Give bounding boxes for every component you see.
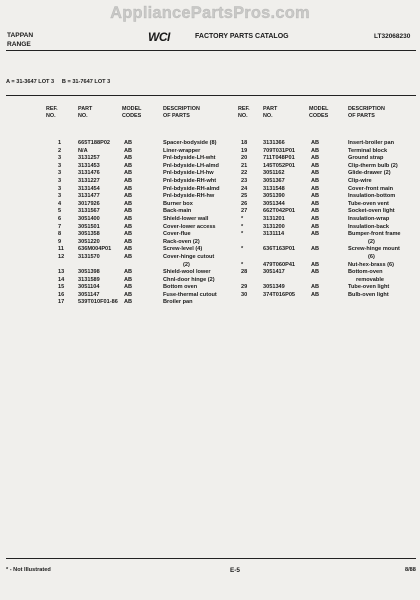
- description-cell: Bulb-oven light: [348, 291, 389, 298]
- description-cell: Pnl-bdyside-LH-wht: [163, 155, 216, 162]
- part-row: [0, 299, 230, 307]
- ref-cell: 26: [241, 200, 248, 207]
- description-cell: Clip-wire: [348, 177, 372, 184]
- wci-logo: WCI: [148, 30, 170, 44]
- model-code-cell: AB: [124, 269, 133, 276]
- model-code-cell: AB: [311, 284, 320, 291]
- model-code-cell: AB: [124, 155, 133, 162]
- ref-cell: 17: [58, 299, 65, 306]
- model-code-cell: AB: [311, 170, 320, 177]
- part-number-cell: 3131477: [78, 193, 100, 200]
- page-date: 8/88: [405, 567, 416, 573]
- ref-cell: 13: [58, 269, 65, 276]
- ref-cell: *: [241, 223, 244, 230]
- right-header-desc: DESCRIPTION OF PARTS: [348, 106, 385, 119]
- description-cell: Bottom oven: [163, 284, 198, 291]
- description-cell: Cover-front main: [348, 185, 394, 192]
- part-number-cell: 662T042P01: [263, 208, 296, 215]
- part-number-cell: 145T052P01: [263, 162, 296, 169]
- description-cell: Broiler pan: [163, 299, 193, 306]
- part-number-cell: 3051349: [263, 284, 285, 291]
- part-row: [0, 155, 420, 163]
- description-cell: Cover-lower access: [163, 223, 216, 230]
- watermark: AppliancePartsPros.com: [110, 4, 310, 22]
- part-number-cell: N/A: [78, 147, 88, 154]
- ref-cell: 6: [58, 215, 62, 222]
- model-code-cell: AB: [124, 215, 133, 222]
- part-number-cell: 3051344: [263, 200, 285, 207]
- model-code-cell: AB: [124, 147, 133, 154]
- page-number: E-5: [230, 567, 240, 574]
- part-row: [0, 148, 420, 156]
- part-row: [0, 231, 420, 246]
- ref-cell: 23: [241, 177, 248, 184]
- model-code-cell: AB: [124, 231, 133, 238]
- model-code-cell: AB: [311, 177, 320, 184]
- part-row: [0, 262, 420, 270]
- part-row: [0, 216, 420, 224]
- part-number-cell: 3131201: [263, 215, 285, 222]
- model-code-cell: AB: [124, 246, 133, 253]
- model-code-cell: AB: [124, 238, 133, 245]
- part-number-cell: 3131476: [78, 170, 100, 177]
- part-number-cell: 539T010F01-86: [78, 299, 118, 306]
- ref-cell: 16: [58, 291, 65, 298]
- part-number-cell: 3131114: [263, 231, 285, 238]
- part-number-cell: 3051390: [263, 193, 285, 200]
- part-row: [0, 140, 420, 148]
- part-number-cell: 374T016P05: [263, 291, 296, 298]
- model-code-cell: AB: [124, 177, 133, 184]
- description-cell: Shield-lower wall: [163, 215, 209, 222]
- part-number-cell: 665T188P02: [78, 140, 111, 146]
- part-number-cell: 3051501: [78, 223, 100, 230]
- model-code-cell: AB: [124, 140, 133, 146]
- description-cell: Socket-oven light: [348, 208, 395, 215]
- part-number-cell: 3131453: [78, 162, 100, 169]
- model-code-cell: AB: [311, 223, 320, 230]
- part-row: [0, 186, 420, 194]
- ref-cell: 20: [241, 155, 248, 162]
- brand-line-2: RANGE: [7, 41, 31, 48]
- part-number-cell: 3051400: [78, 215, 100, 222]
- description-cell: Tube-oven vent: [348, 200, 389, 207]
- right-parts-list: [0, 140, 420, 299]
- model-code-cell: AB: [124, 284, 133, 291]
- left-header-model: MODEL CODES: [122, 106, 142, 119]
- model-code-cell: AB: [124, 170, 133, 177]
- part-row: [0, 246, 420, 261]
- part-number-cell: 636M004P01: [78, 246, 112, 253]
- part-number-cell: 3131570: [78, 253, 100, 260]
- model-code-cell: AB: [124, 200, 133, 207]
- part-number-cell: 3051147: [78, 291, 100, 298]
- part-number-cell: 3051104: [78, 284, 100, 291]
- ref-cell: 25: [241, 193, 248, 200]
- part-number-cell: 3131548: [263, 185, 285, 192]
- model-code-cell: AB: [124, 185, 133, 192]
- ref-cell: 19: [241, 147, 248, 154]
- description-cell: Burner box: [163, 200, 193, 207]
- description-cell: Chnl-door hinge (2): [163, 276, 215, 283]
- part-row: [0, 193, 420, 201]
- ref-cell: 7: [58, 223, 62, 230]
- description-cell: Insulation-back: [348, 223, 390, 230]
- model-code-cell: AB: [124, 223, 133, 230]
- ref-cell: 8: [58, 231, 62, 238]
- ref-cell: 14: [58, 276, 65, 283]
- model-code-cell: AB: [124, 193, 133, 200]
- description-cell: Tube-oven light: [348, 284, 390, 291]
- ref-cell: 11: [58, 246, 64, 253]
- model-code-cell: AB: [311, 155, 320, 162]
- part-number-cell: 3131454: [78, 185, 100, 192]
- lots-rule: [6, 95, 416, 96]
- description-cell: Shield-wool lower: [163, 269, 211, 276]
- model-code-cell: AB: [311, 208, 320, 215]
- part-number-cell: 3051220: [78, 238, 100, 245]
- ref-cell: 27: [241, 208, 248, 215]
- ref-cell: 3: [58, 155, 62, 162]
- model-code-cell: AB: [311, 147, 320, 154]
- footer-rule: [6, 558, 416, 559]
- description-cell: Spacer-bodyside (8): [163, 140, 217, 146]
- part-number-cell: 3131257: [78, 155, 100, 162]
- part-number-cell: 3051417: [263, 269, 285, 276]
- brand-label: [7, 31, 33, 49]
- description-cell: Pnl-bdyside-LH-hw: [163, 170, 214, 177]
- catalog-title: FACTORY PARTS CATALOG: [195, 33, 289, 40]
- description-cell: Cover-flue: [163, 231, 191, 238]
- part-row: [0, 292, 420, 300]
- ref-cell: *: [241, 231, 244, 238]
- model-code-cell: AB: [311, 246, 320, 253]
- lot-codes: A = 31-3647 LOT 3 B = 31-7647 LOT 3: [6, 79, 111, 85]
- right-header-part: PART NO.: [263, 106, 278, 119]
- description-continuation: (6): [368, 253, 375, 260]
- right-header-model: MODEL CODES: [309, 106, 329, 119]
- model-code-cell: AB: [311, 291, 320, 298]
- part-row: [0, 208, 420, 216]
- part-number-cell: 3017926: [78, 200, 100, 207]
- part-row: [0, 178, 420, 186]
- model-code-cell: AB: [311, 200, 320, 207]
- part-row: [0, 224, 420, 232]
- description-cell: Glide-drawer (2): [348, 170, 391, 177]
- part-row: [0, 163, 420, 171]
- ref-cell: 2: [58, 147, 62, 154]
- part-number-cell: 636T163P01: [263, 246, 296, 253]
- model-code-cell: AB: [311, 215, 320, 222]
- ref-cell: 4: [58, 200, 62, 207]
- ref-cell: 12: [58, 253, 65, 260]
- description-cell: Terminal block: [348, 147, 388, 154]
- description-cell: Nut-hex-brass (6): [348, 261, 395, 268]
- part-row: [0, 269, 420, 284]
- description-cell: Pnl-bdyside-LH-almd: [163, 162, 219, 169]
- part-row: [0, 201, 420, 209]
- description-cell: Rack-oven (2): [163, 238, 200, 245]
- model-code-cell: AB: [124, 208, 133, 215]
- brand-line-1: TAPPAN: [7, 32, 34, 39]
- part-row: [0, 170, 420, 178]
- catalog-number: LT32068230: [374, 33, 411, 40]
- part-number-cell: 3131227: [78, 177, 100, 184]
- model-code-cell: AB: [311, 162, 320, 169]
- description-cell: Pnl-bdyside-RH-wht: [163, 177, 217, 184]
- ref-cell: 24: [241, 185, 248, 192]
- part-number-cell: 3051358: [78, 231, 100, 238]
- description-cell: Screw-level (4): [163, 246, 203, 253]
- ref-cell: 3: [58, 177, 62, 184]
- ref-cell: *: [241, 261, 244, 268]
- model-code-cell: AB: [124, 253, 133, 260]
- part-number-cell: 709T031P01: [263, 147, 296, 154]
- model-code-cell: AB: [311, 193, 320, 200]
- part-number-cell: 3131567: [78, 208, 100, 215]
- part-number-cell: 3051162: [263, 170, 285, 177]
- description-cell: Liner-wrapper: [163, 147, 201, 154]
- header-rule: [6, 50, 416, 51]
- ref-cell: *: [241, 246, 244, 253]
- model-code-cell: AB: [124, 162, 133, 169]
- ref-cell: 29: [241, 284, 248, 291]
- footnote: * - Not Illustrated: [6, 567, 51, 573]
- description-cell: Cover-hinge cutout: [163, 253, 215, 260]
- ref-cell: 3: [58, 162, 62, 169]
- ref-cell: 22: [241, 170, 248, 177]
- description-cell: Insulation-bottom: [348, 193, 396, 200]
- ref-cell: 5: [58, 208, 62, 215]
- ref-cell: 15: [58, 284, 65, 291]
- part-number-cell: 3051398: [78, 269, 100, 276]
- part-number-cell: 479T060P41: [263, 261, 296, 268]
- description-cell: Back-main: [163, 208, 192, 215]
- description-continuation: (2): [368, 238, 375, 245]
- ref-cell: *: [241, 215, 244, 222]
- part-number-cell: 711T048P01: [263, 155, 295, 162]
- model-code-cell: AB: [311, 231, 320, 238]
- description-continuation: removable: [356, 276, 384, 283]
- model-code-cell: AB: [311, 140, 320, 146]
- ref-cell: 30: [241, 291, 248, 298]
- part-number-cell: 3131200: [263, 223, 285, 230]
- model-code-cell: AB: [124, 299, 133, 306]
- ref-cell: 1: [58, 140, 62, 146]
- ref-cell: 18: [241, 140, 248, 146]
- model-code-cell: AB: [311, 261, 320, 268]
- ref-cell: 3: [58, 185, 62, 192]
- right-header-ref: REF. NO.: [238, 106, 250, 119]
- part-number-cell: 3051367: [263, 177, 285, 184]
- description-cell: Screw-hinge mount: [348, 246, 400, 253]
- description-continuation: (2): [183, 261, 190, 268]
- part-number-cell: 3131366: [263, 140, 285, 146]
- description-cell: Pnl-bdyside-RH-almd: [163, 185, 220, 192]
- part-number-cell: 3131589: [78, 276, 100, 283]
- description-cell: Bottom-oven: [348, 269, 383, 276]
- model-code-cell: AB: [124, 291, 133, 298]
- model-code-cell: AB: [311, 185, 320, 192]
- ref-cell: 28: [241, 269, 248, 276]
- model-code-cell: AB: [124, 276, 133, 283]
- description-cell: Insulation-wrap: [348, 215, 390, 222]
- left-header-ref: REF. NO.: [46, 106, 58, 119]
- ref-cell: 3: [58, 170, 62, 177]
- model-code-cell: AB: [311, 269, 320, 276]
- description-cell: Pnl-bdyside-RH-hw: [163, 193, 215, 200]
- ref-cell: 21: [241, 162, 248, 169]
- description-cell: Insert-broiler pan: [348, 140, 395, 146]
- part-row: [0, 284, 420, 292]
- left-header-part: PART NO.: [78, 106, 93, 119]
- description-cell: Bumper-front frame: [348, 231, 401, 238]
- left-header-desc: DESCRIPTION OF PARTS: [163, 106, 200, 119]
- ref-cell: 9: [58, 238, 62, 245]
- description-cell: Fuse-thermal cutout: [163, 291, 217, 298]
- description-cell: Ground strap: [348, 155, 384, 162]
- description-cell: Clip-therm bulb (2): [348, 162, 398, 169]
- ref-cell: 3: [58, 193, 62, 200]
